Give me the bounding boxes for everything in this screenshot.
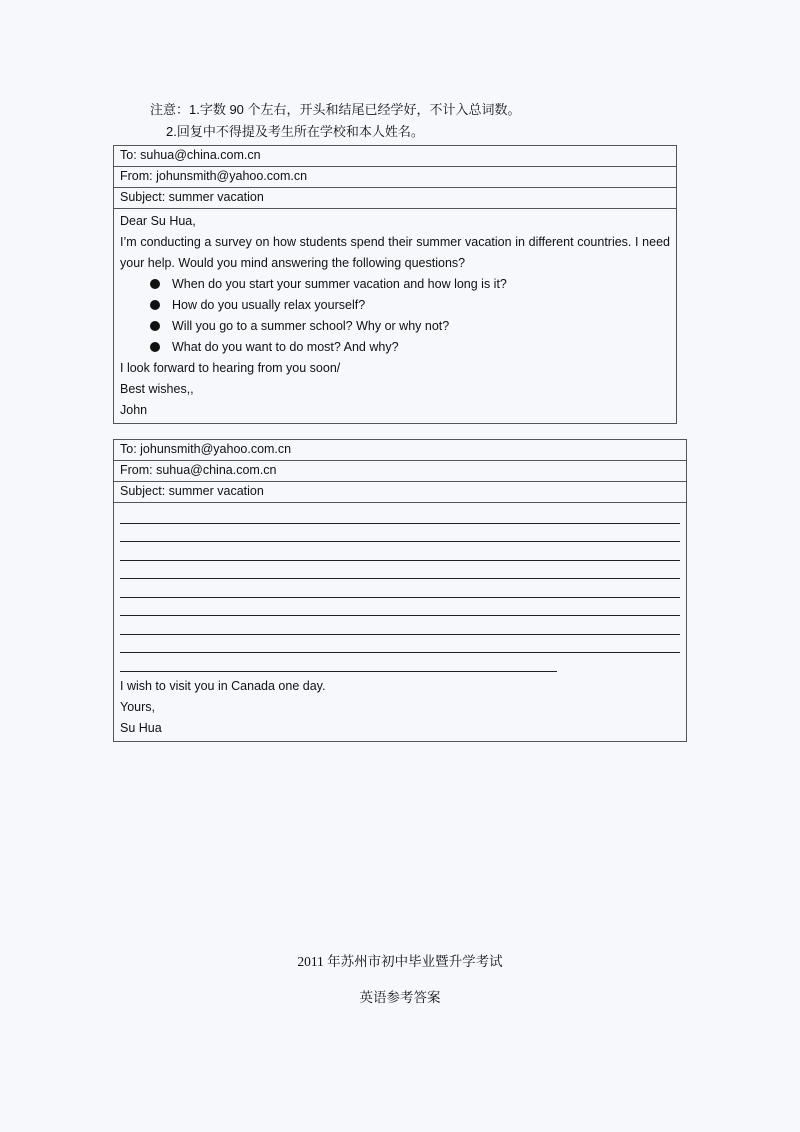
email1-closing: I look forward to hearing from you soon/ bbox=[120, 361, 341, 375]
incoming-email-table bbox=[113, 145, 677, 424]
email1-signoff: Best wishes,, bbox=[120, 382, 194, 396]
email1-greeting: Dear Su Hua, bbox=[120, 214, 196, 228]
email2-to: To: johunsmith@yahoo.com.cn bbox=[114, 440, 687, 461]
writing-area[interactable] bbox=[120, 505, 680, 672]
email2-signoff: Yours, bbox=[120, 699, 155, 714]
instruction-line-1: 注意：1.字数 90 个左右，开头和结尾已经学好，不计入总词数。 bbox=[150, 102, 521, 117]
email1-intro: I’m conducting a survey on how students spend their summer vacation in different countries. I need your help. Would you mind answering the following questions? bbox=[120, 235, 670, 270]
question-item: When do you start your summer vacation and how long is it? bbox=[150, 274, 670, 295]
writing-line[interactable] bbox=[120, 542, 680, 561]
question-item: Will you go to a summer school? Why or why not? bbox=[150, 316, 670, 337]
writing-line[interactable] bbox=[120, 524, 680, 543]
question-list bbox=[120, 274, 670, 358]
question-item: What do you want to do most? And why? bbox=[150, 337, 670, 358]
email2-subject: Subject: summer vacation bbox=[114, 482, 687, 503]
writing-line[interactable] bbox=[120, 616, 680, 635]
email1-from: From: johunsmith@yahoo.com.cn bbox=[114, 167, 677, 188]
email1-body bbox=[114, 209, 677, 424]
email2-closing: I wish to visit you in Canada one day. bbox=[120, 678, 326, 693]
answer-key-title: 英语参考答案 bbox=[359, 990, 441, 1005]
writing-line[interactable] bbox=[120, 505, 680, 524]
writing-line[interactable] bbox=[120, 598, 680, 617]
writing-line[interactable] bbox=[120, 561, 680, 580]
writing-line[interactable] bbox=[120, 635, 680, 654]
instruction-line-2: 2.回复中不得提及考生所在学校和本人姓名。 bbox=[166, 124, 424, 139]
email2-body bbox=[114, 503, 687, 742]
email1-subject: Subject: summer vacation bbox=[114, 188, 677, 209]
email2-from: From: suhua@china.com.cn bbox=[114, 461, 687, 482]
reply-email-table bbox=[113, 439, 687, 742]
email1-to: To: suhua@china.com.cn bbox=[114, 146, 677, 167]
exam-title: 2011 年苏州市初中毕业暨升学考试 bbox=[297, 954, 503, 969]
question-item: How do you usually relax yourself? bbox=[150, 295, 670, 316]
email1-name: John bbox=[120, 403, 148, 417]
instructions bbox=[150, 99, 521, 143]
writing-line[interactable] bbox=[120, 579, 680, 598]
email2-name: Su Hua bbox=[120, 720, 162, 735]
writing-line[interactable] bbox=[120, 653, 557, 672]
